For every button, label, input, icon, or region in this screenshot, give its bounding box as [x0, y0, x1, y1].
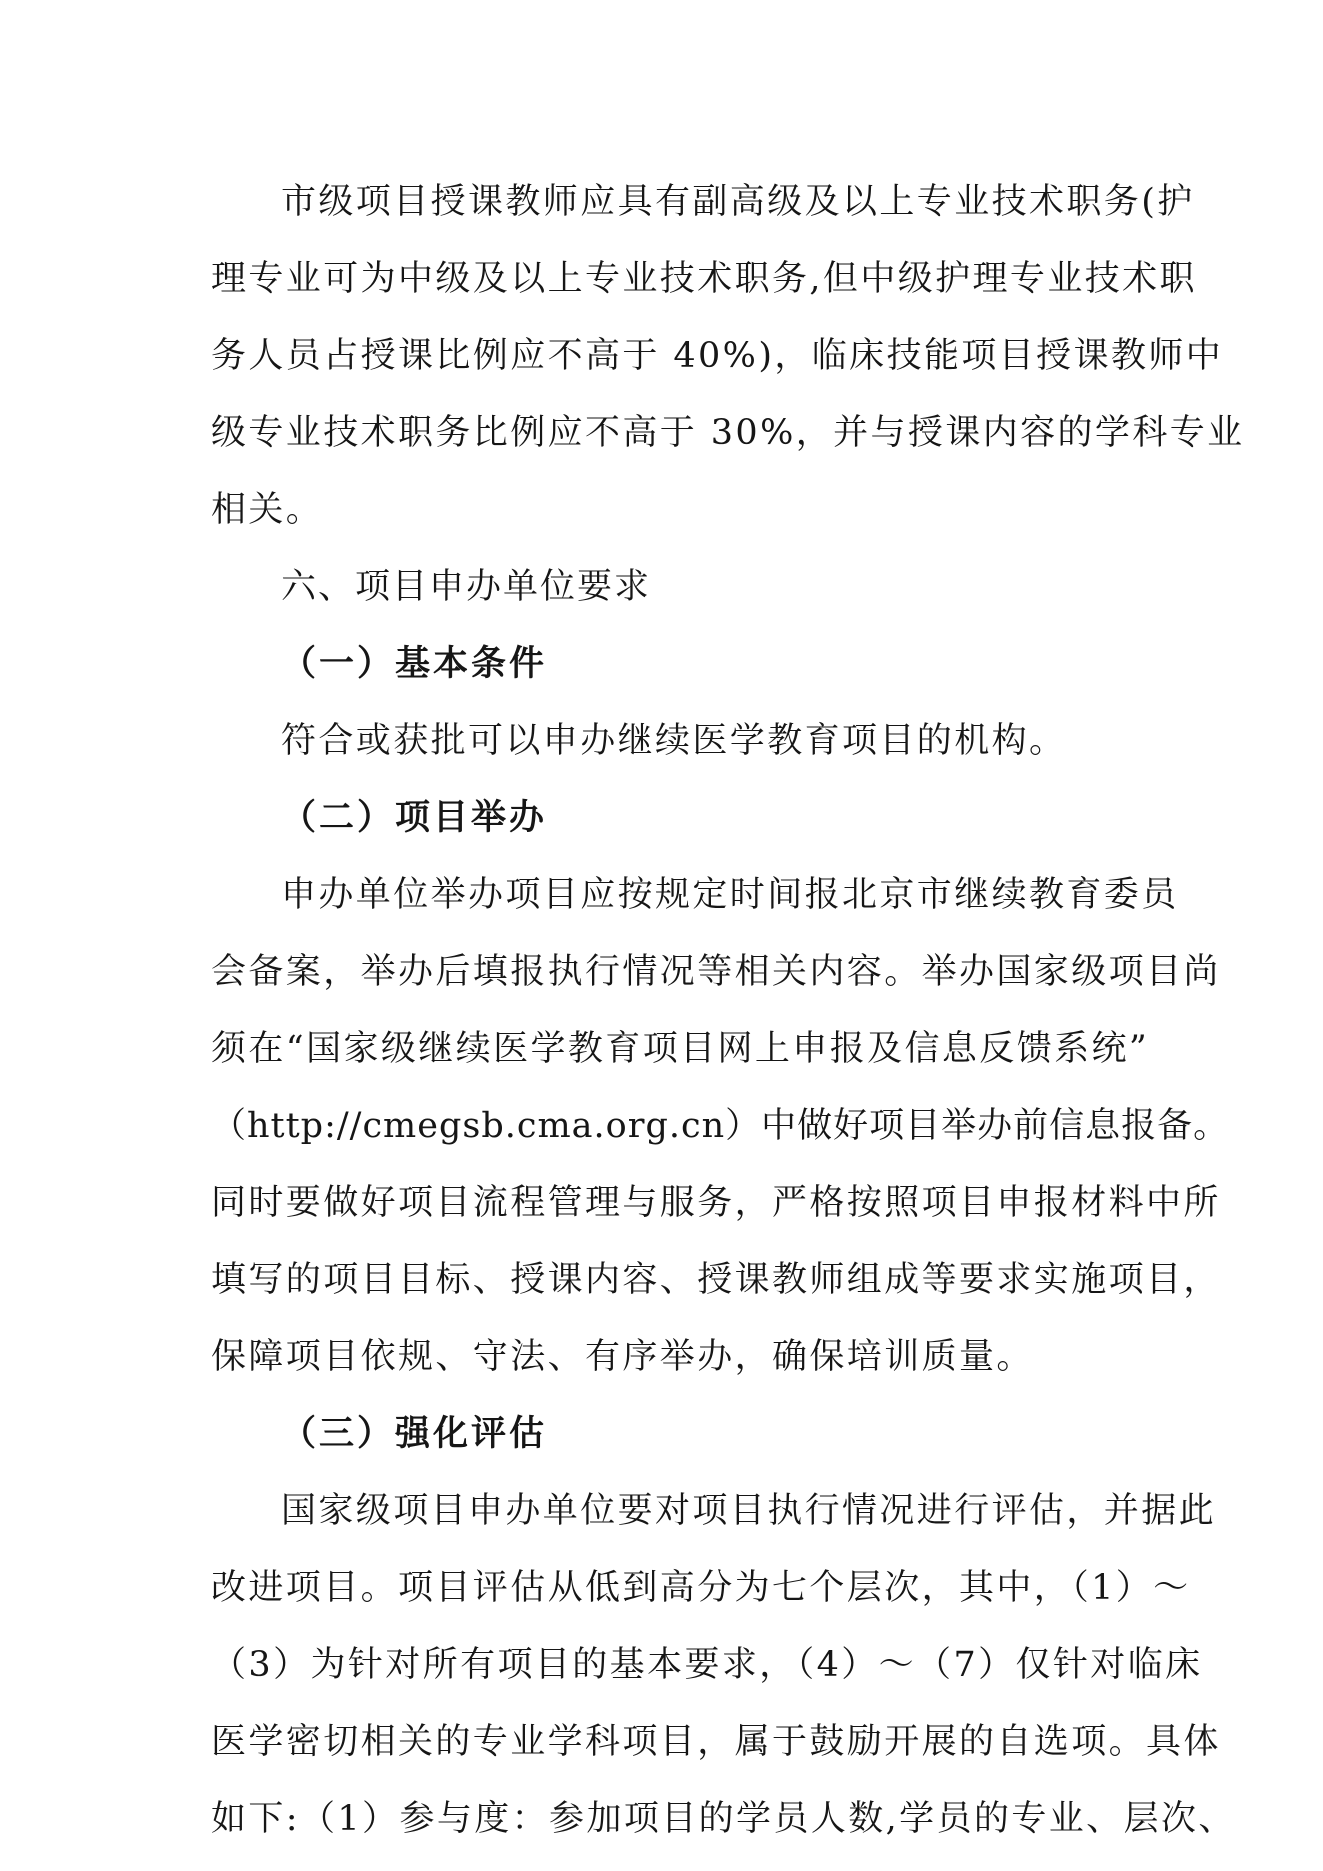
- body-text-line: 务人员占授课比例应不高于 40%)，临床技能项目授课教师中: [211, 336, 1224, 376]
- body-text-line: 填写的项目目标、授课内容、授课教师组成等要求实施项目，: [211, 1260, 1221, 1300]
- subsection-heading: （二）项目举办: [281, 798, 548, 838]
- body-text-line: 须在“国家级继续医学教育项目网上申报及信息反馈系统”: [211, 1029, 1150, 1069]
- body-text-line: 如下:（1）参与度：参加项目的学员人数,学员的专业、层次、: [211, 1799, 1236, 1839]
- body-text-line: 相关。: [211, 490, 324, 530]
- body-text-line: （http://cmegsb.cma.org.cn）中做好项目举办前信息报备。: [211, 1106, 1230, 1146]
- body-text-line: 国家级项目申办单位要对项目执行情况进行评估，并据此: [281, 1491, 1217, 1531]
- body-text-line: 级专业技术职务比例应不高于 30%，并与授课内容的学科专业: [211, 413, 1245, 453]
- body-text-line: 申办单位举办项目应按规定时间报北京市继续教育委员: [281, 875, 1179, 915]
- body-text-line: 改进项目。项目评估从低到高分为七个层次，其中，（1）～: [211, 1568, 1191, 1608]
- body-text-line: 市级项目授课教师应具有副高级及以上专业技术职务(护: [281, 182, 1195, 222]
- body-text-line: 同时要做好项目流程管理与服务，严格按照项目申报材料中所: [211, 1183, 1221, 1223]
- body-text-line: 理专业可为中级及以上专业技术职务,但中级护理专业技术职: [211, 259, 1197, 299]
- body-text-line: 会备案，举办后填报执行情况等相关内容。举办国家级项目尚: [211, 952, 1221, 992]
- body-text-line: （3）为针对所有项目的基本要求，（4）～（7）仅针对临床: [211, 1645, 1203, 1685]
- body-text-line: 保障项目依规、守法、有序举办，确保培训质量。: [211, 1337, 1034, 1377]
- subsection-heading: （一）基本条件: [281, 644, 548, 684]
- body-text-line: 医学密切相关的专业学科项目，属于鼓励开展的自选项。具体: [211, 1722, 1221, 1762]
- section-heading: 六、项目申办单位要求: [281, 567, 652, 607]
- subsection-heading: （三）强化评估: [281, 1414, 548, 1454]
- body-text-line: 符合或获批可以申办继续医学教育项目的机构。: [281, 721, 1067, 761]
